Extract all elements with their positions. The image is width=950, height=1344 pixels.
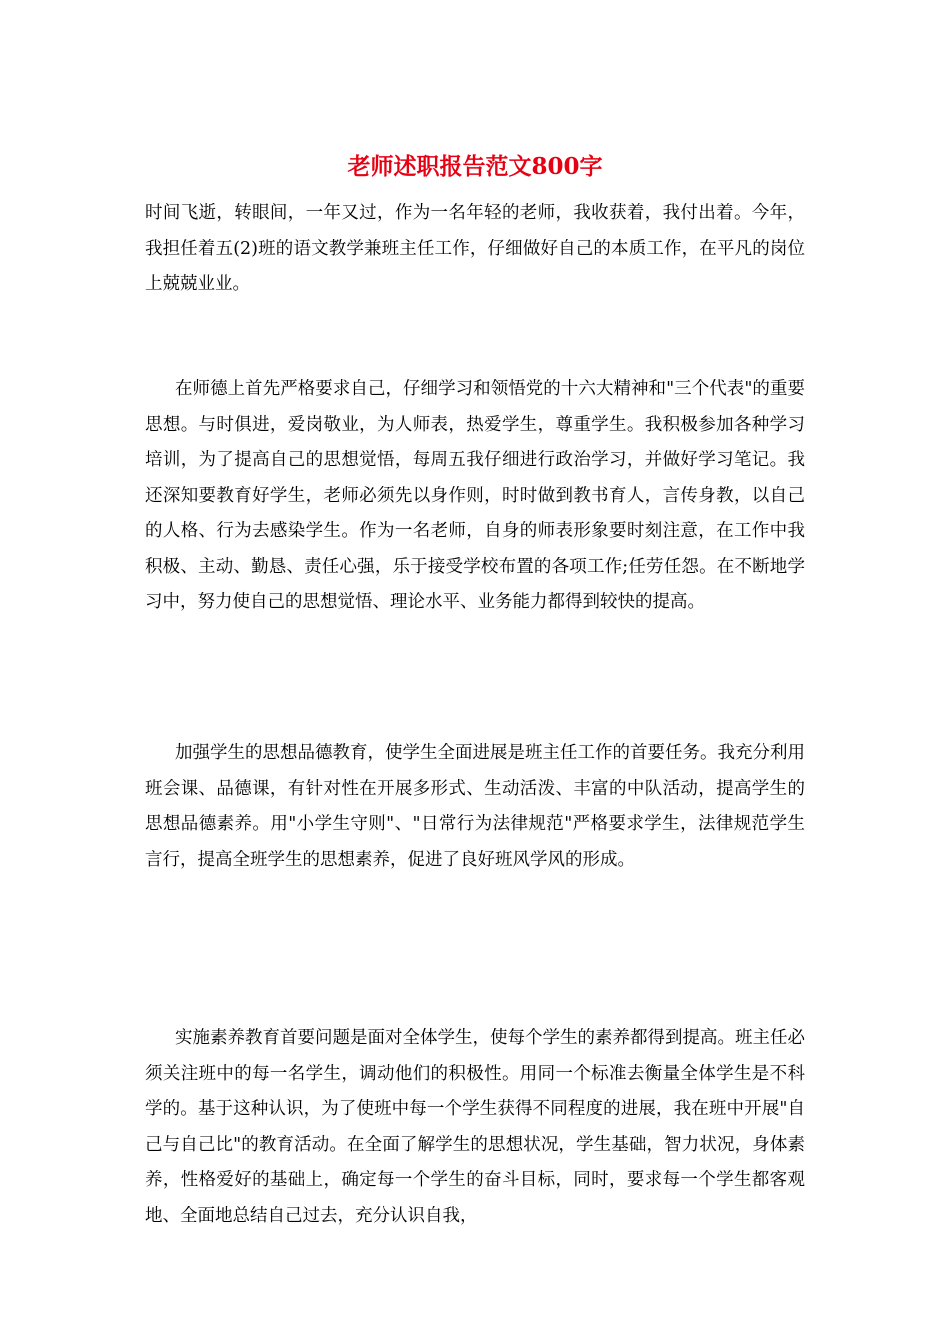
paragraph-1: 时间飞逝，转眼间，一年又过，作为一名年轻的老师，我收获着，我付出着。今年，我担任着五(2)班的语文教学兼班主任工作，仔细做好自己的本质工作，在平凡的岗位上兢兢业业。 — [145, 203, 805, 294]
document-title: 老师述职报告范文800字 — [347, 153, 603, 180]
paragraph-3: 加强学生的思想品德教育，使学生全面进展是班主任工作的首要任务。我充分利用班会课、品德课，有针对性在开展多形式、生动活泼、丰富的中队活动，提高学生的思想品德素养。用"小学生守则"、"日常行为法律规范"严格要求学生，法律规范学生言行，提高全班学生的思想素养，促进了良好班风学风的形成。 — [145, 743, 805, 870]
paragraph-2: 在师德上首先严格要求自己，仔细学习和领悟党的十六大精神和"三个代表"的重要思想。与时俱进，爱岗敬业，为人师表，热爱学生，尊重学生。我积极参加各种学习培训，为了提高自己的思想觉悟，每周五我仔细进行政治学习，并做好学习笔记。我还深知要教育好学生，老师必须先以身作则，时时做到教书育人，言传身教，以自己的人格、行为去感染学生。作为一名老师，自身的师表形象要时刻注意，在工作中我积极、主动、勤恳、责任心强，乐于接受学校布置的各项工作;任劳任怨。在不断地学习中，努力使自己的思想觉悟、理论水平、业务能力都得到较快的提高。 — [145, 379, 805, 612]
paragraph-4: 实施素养教育首要问题是面对全体学生，使每个学生的素养都得到提高。班主任必须关注班中的每一名学生，调动他们的积极性。用同一个标准去衡量全体学生是不科学的。基于这种认识，为了使班中每一个学生获得不同程度的进展，我在班中开展"自己与自己比"的教育活动。在全面了解学生的思想状况，学生基础，智力状况，身体素养，性格爱好的基础上，确定每一个学生的奋斗目标，同时，要求每一个学生都客观地、全面地总结自己过去，充分认识自我， — [145, 1028, 805, 1226]
